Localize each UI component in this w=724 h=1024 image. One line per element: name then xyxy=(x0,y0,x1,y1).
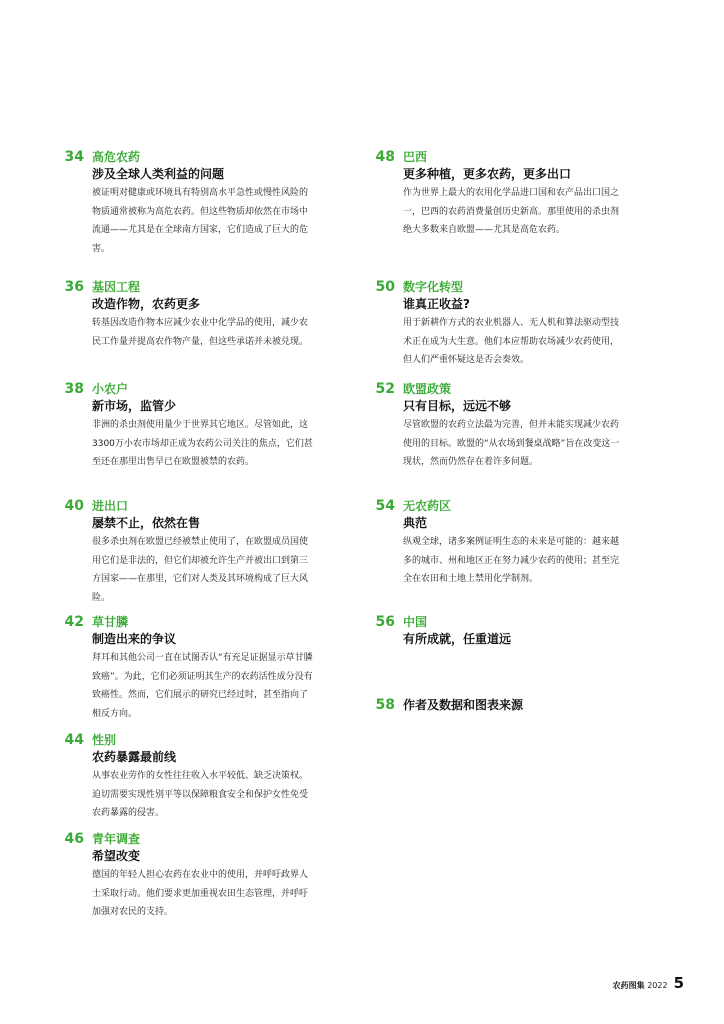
entry-description: 尽管欧盟的农药立法最为完善，但并未能实现减少农药 使用的目标。欧盟的“从农场到餐桌战略”旨在改变这一 现状，然而仍然存在着许多问题。 xyxy=(403,420,620,468)
topic-title: 高危农药 xyxy=(92,150,141,164)
page-number: 48 xyxy=(375,149,395,165)
topic-title: 数字化转型 xyxy=(403,280,464,294)
page-number: 54 xyxy=(375,498,395,514)
toc-entry xyxy=(64,380,342,472)
entry-subtitle: 只有目标，远远不够 xyxy=(403,399,512,413)
entry-subtitle: 希望改变 xyxy=(92,849,141,863)
page-number: 58 xyxy=(375,697,395,713)
toc-entry xyxy=(375,697,653,715)
page-footer xyxy=(613,974,684,992)
entry-subtitle: 谁真正收益? xyxy=(403,297,470,311)
entry-description: 从事农业劳作的女性往往收入水平较低、缺乏决策权。 迫切需要实现性别平等以保障粮食安全和保护女性免受 农药暴露的侵害。 xyxy=(92,771,309,819)
entry-subtitle: 典范 xyxy=(403,516,428,530)
toc-entry xyxy=(375,613,653,648)
entry-subtitle: 改造作物，农药更多 xyxy=(92,297,201,311)
topic-title: 进出口 xyxy=(92,499,129,513)
entry-description: 作为世界上最大的农用化学品进口国和农产品出口国之 一，巴西的农药消费量创历史新高。那里使用的杀虫剂 绝大多数来自欧盟——尤其是高危农药。 xyxy=(403,188,620,236)
toc-entry xyxy=(375,497,653,589)
toc-entry xyxy=(64,613,342,723)
entry-subtitle: 更多种植，更多农药，更多出口 xyxy=(403,167,572,181)
topic-title: 草甘膦 xyxy=(92,615,129,629)
entry-description: 非洲的杀虫剂使用量少于世界其它地区。尽管如此，这 3300万小农市场却正成为农药公司关注的焦点，它们甚 至还在那里出售早已在欧盟被禁的农药。 xyxy=(92,420,313,468)
topic-title: 小农户 xyxy=(92,382,129,396)
topic-title: 性别 xyxy=(92,733,117,747)
page-number: 52 xyxy=(375,381,395,397)
entry-description: 用于新耕作方式的农业机器人、无人机和算法驱动型技 术正在成为大生意。他们本应帮助农场减少农药使用， 但人们严重怀疑这是否会奏效。 xyxy=(403,318,620,366)
entry-description: 拜耳和其他公司一直在试图否认“有充足证据显示草甘膦 致癌”。为此，它们必须证明其生产的农药活性成分没有 致癌性。然而，它们展示的研究已经过时，甚至指向了 相反方向。 xyxy=(92,653,313,719)
topic-title: 无农药区 xyxy=(403,499,452,513)
toc-entry xyxy=(64,497,342,607)
page-number: 40 xyxy=(64,498,84,514)
toc-entry xyxy=(64,830,342,922)
entry-description: 转基因改造作物本应减少农业中化学品的使用，减少农 民工作量并提高农作物产量，但这些承诺并未被兑现。 xyxy=(92,318,309,347)
toc-entry xyxy=(375,380,653,472)
toc-entry xyxy=(375,278,653,370)
toc-entry xyxy=(64,731,342,823)
entry-subtitle: 涉及全球人类利益的问题 xyxy=(92,167,225,181)
toc-entry xyxy=(64,148,342,258)
entry-description: 很多杀虫剂在欧盟已经被禁止使用了，在欧盟成员国使 用它们是非法的，但它们却被允许生产并被出口到第三 方国家——在那里，它们对人类及其环境构成了巨大风 险。 xyxy=(92,537,309,603)
topic-title: 欧盟政策 xyxy=(403,382,452,396)
entry-subtitle: 屡禁不止，依然在售 xyxy=(92,516,201,530)
entry-subtitle: 制造出来的争议 xyxy=(92,632,177,646)
page-number: 46 xyxy=(64,831,84,847)
page-number: 38 xyxy=(64,381,84,397)
folio-page-number: 5 xyxy=(673,974,684,992)
entry-subtitle: 有所成就，任重道远 xyxy=(403,632,512,646)
toc-entry xyxy=(64,278,342,351)
page-number: 42 xyxy=(64,614,84,630)
topic-title: 中国 xyxy=(403,615,428,629)
entry-subtitle: 新市场，监管少 xyxy=(92,399,177,413)
page-number: 34 xyxy=(64,149,84,165)
toc-entry xyxy=(375,148,653,240)
topic-title: 青年调查 xyxy=(92,832,141,846)
page-number: 56 xyxy=(375,614,395,630)
topic-title: 巴西 xyxy=(403,150,428,164)
page-number: 50 xyxy=(375,279,395,295)
page-number: 44 xyxy=(64,732,84,748)
entry-description: 纵观全球，诸多案例证明生态的未来是可能的：越来越 多的城市、州和地区正在努力减少农药的使用；甚至完 全在农田和土地上禁用化学制剂。 xyxy=(403,537,620,585)
entry-description: 被证明对健康或环境具有特别高水平急性或慢性风险的 物质通常被称为高危农药。但这些物质却依然在市场中 流通——尤其是在全球南方国家，它们造成了巨大的危 害。 xyxy=(92,188,309,254)
topic-title: 基因工程 xyxy=(92,280,141,294)
entry-subtitle: 作者及数据和图表来源 xyxy=(403,698,524,712)
entry-description: 德国的年轻人担心农药在农业中的使用，并呼吁政界人 士采取行动。他们要求更加重视农田生态管理，并呼吁 加强对农民的支持。 xyxy=(92,870,309,918)
entry-subtitle: 农药暴露最前线 xyxy=(92,750,177,764)
publication-title: 农药图集 2022 xyxy=(612,981,668,990)
page-number: 36 xyxy=(64,279,84,295)
